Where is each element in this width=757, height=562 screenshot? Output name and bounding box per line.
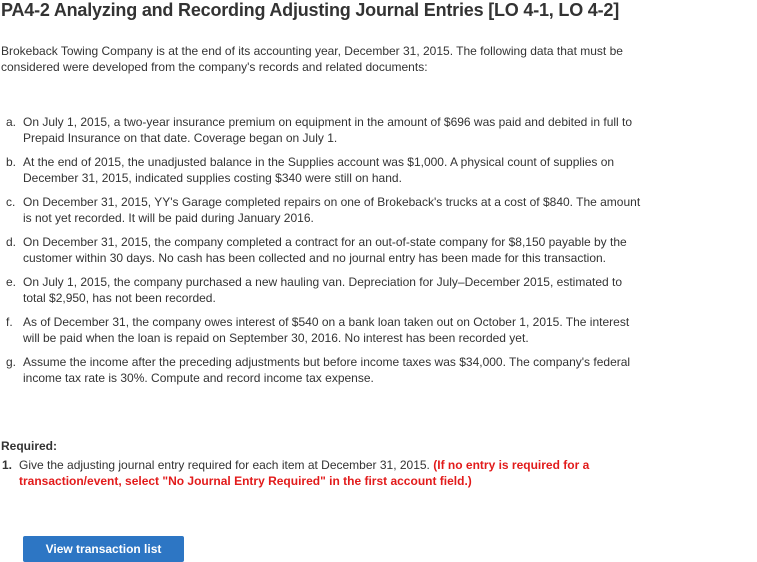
list-item <box>0 155 643 186</box>
item-letter: f. <box>6 315 13 329</box>
item-text: As of December 31, the company owes interest of $540 on a bank loan taken out on October 1, 2015. The interest will be paid when the loan is repaid on September 30, 2016. No interest has been recorded yet. <box>23 315 630 345</box>
requirement-warning: (If no entry is required for a transaction/event, select "No Journal Entry Required" in the first account field.) <box>19 458 590 488</box>
item-text: On July 1, 2015, a two-year insurance premium on equipment in the amount of $696 was paid and debited in full to Prepaid Insurance on that date. Coverage began on July 1. <box>23 115 633 145</box>
item-letter: a. <box>6 115 17 129</box>
list-item <box>0 275 643 306</box>
item-text: At the end of 2015, the unadjusted balance in the Supplies account was $1,000. A physical count of supplies on December 31, 2015, indicated supplies costing $340 were still on hand. <box>23 155 615 185</box>
requirement-text: Give the adjusting journal entry required for each item at December 31, 2015. <box>19 458 430 472</box>
item-letter: c. <box>6 195 16 209</box>
transaction-list <box>0 115 757 395</box>
intro-paragraph: Brokeback Towing Company is at the end of its accounting year, December 31, 2015. The following data that must be considered were developed from the company's records and related documents: <box>1 44 623 74</box>
list-item <box>0 315 643 346</box>
view-transaction-list-button[interactable]: View transaction list <box>23 536 184 562</box>
list-item <box>0 115 643 146</box>
item-text: On December 31, 2015, the company completed a contract for an out-of-state company for $8,150 payable by the customer within 30 days. No cash has been collected and no journal entry has been made for this transaction. <box>23 235 627 265</box>
requirement-number: 1. <box>2 458 13 472</box>
list-item <box>0 355 643 386</box>
item-text: On December 31, 2015, YY's Garage completed repairs on one of Brokeback's trucks at a cost of $840. The amount is not yet recorded. It will be paid during January 2016. <box>23 195 641 225</box>
item-letter: e. <box>6 275 17 289</box>
page-title: PA4-2 Analyzing and Recording Adjusting Journal Entries [LO 4-1, LO 4-2] <box>1 0 620 20</box>
item-text: On July 1, 2015, the company purchased a new hauling van. Depreciation for July–December 2015, estimated to total $2,950, has not been recorded. <box>23 275 623 305</box>
requirement-item <box>1 458 651 489</box>
item-letter: d. <box>6 235 17 249</box>
list-item <box>0 235 643 266</box>
item-letter: g. <box>6 355 17 369</box>
list-item <box>0 195 643 226</box>
item-letter: b. <box>6 155 17 169</box>
item-text: Assume the income after the preceding adjustments but before income taxes was $34,000. The company's federal income tax rate is 30%. Compute and record income tax expense. <box>23 355 631 385</box>
required-heading: Required: <box>1 439 58 453</box>
